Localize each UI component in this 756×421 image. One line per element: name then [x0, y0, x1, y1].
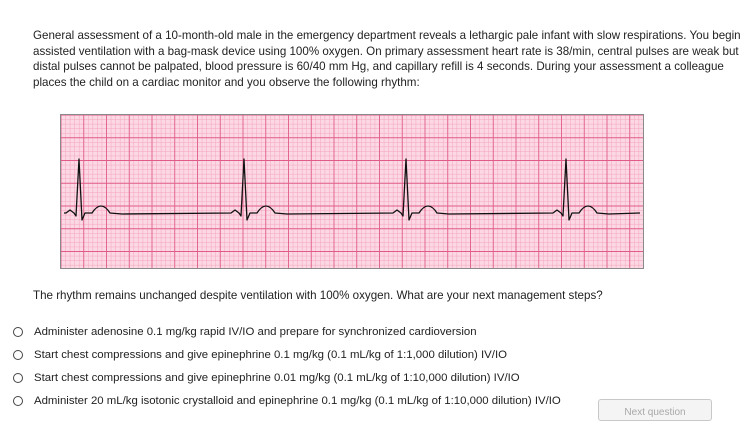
radio-button[interactable] — [13, 350, 23, 360]
answer-option-label: Start chest compressions and give epinephrine 0.01 mg/kg (0.1 mL/kg of 1:10,000 dilution) IV/IO — [34, 371, 520, 384]
answer-option-3[interactable] — [12, 367, 732, 390]
ecg-rhythm-strip — [60, 114, 644, 269]
radio-button[interactable] — [13, 327, 23, 337]
answer-option-1[interactable] — [12, 321, 732, 344]
question-text: The rhythm remains unchanged despite ventilation with 100% oxygen. What are your next management steps? — [33, 289, 603, 302]
radio-button[interactable] — [13, 373, 23, 383]
answer-option-label: Administer adenosine 0.1 mg/kg rapid IV/IO and prepare for synchronized cardioversion — [34, 326, 477, 339]
ecg-rhythm-graphic — [61, 115, 643, 268]
scenario-text: General assessment of a 10-month-old male in the emergency department reveals a lethargic pale infant with slow respirations. You begin assisted ventilation with a bag-mask device using 100% oxygen. On primary assessment heart rate is 38/min, central pulses are weak but distal pulses cannot be palpated, blood pressure is 60/40 mm Hg, and capillary refill is 4 seconds. During your assessment a colleague places the child on a cardiac monitor and you observe the following rhythm: — [33, 29, 741, 89]
next-question-button[interactable]: Next question — [598, 399, 712, 421]
radio-button[interactable] — [13, 396, 23, 406]
answer-option-label: Administer 20 mL/kg isotonic crystalloid and epinephrine 0.1 mg/kg (0.1 mL/kg of 1:10,000 dilution) IV/IO — [34, 394, 561, 407]
answer-option-2[interactable] — [12, 344, 732, 367]
answer-option-label: Start chest compressions and give epinephrine 0.1 mg/kg (0.1 mL/kg of 1:1,000 dilution) IV/IO — [34, 349, 507, 362]
